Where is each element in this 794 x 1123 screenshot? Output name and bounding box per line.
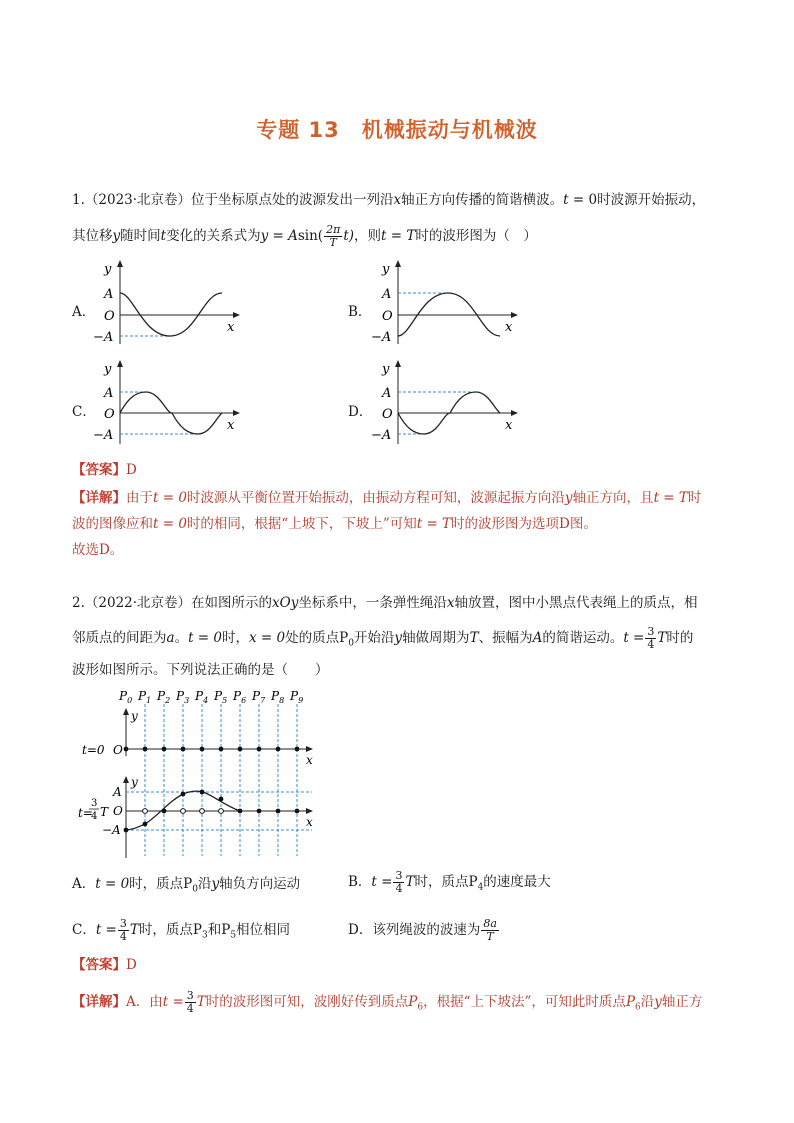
option-sub: 3	[201, 930, 208, 941]
option-text: 时，质点P	[138, 922, 202, 938]
point-label-P5: $P_5$	[214, 689, 228, 705]
q2-var: x	[446, 595, 455, 611]
frac-den: T	[329, 236, 337, 249]
q2-text: 坐标系中，一条弹性绳沿	[298, 595, 447, 611]
q1-var-y: y	[112, 228, 121, 244]
q2-text: 时的	[666, 630, 694, 646]
row1-dot-P3	[181, 747, 186, 752]
row2-frac-den: 4	[91, 811, 98, 822]
row2-label-A: A	[113, 785, 122, 799]
detail-var: t = 0	[153, 490, 187, 506]
label-O: O	[104, 309, 115, 324]
x-axis-arrow	[233, 410, 240, 416]
q2-line2	[72, 626, 693, 654]
q1-text: 时的波形图为（ ）	[415, 228, 537, 244]
row2-equilibrium-P1	[143, 809, 148, 814]
detail-var: y	[654, 994, 662, 1010]
q2-var: T	[469, 630, 479, 646]
q2-line1	[72, 593, 697, 613]
row1-label-y: y	[131, 709, 138, 723]
q1-answer	[72, 460, 137, 480]
option-text: 沿	[198, 876, 212, 892]
q1-text: ，则	[354, 228, 382, 244]
label-x: x	[505, 320, 513, 335]
frac-num: 3	[119, 917, 127, 930]
q2-var: T	[657, 630, 667, 646]
option-label: A．	[72, 876, 96, 892]
row2-dot-P1	[143, 822, 148, 827]
option-var: t =	[95, 922, 117, 938]
option-text: 轴负方向运动	[219, 876, 301, 892]
detail-text: 轴正方	[661, 994, 703, 1010]
option-fraction	[118, 918, 129, 943]
row1-dot-P4	[200, 747, 205, 752]
answer-tag: 【答案】	[72, 957, 126, 973]
q2-text: 轴做周期为	[402, 630, 470, 646]
option-text: 时，质点P	[129, 876, 193, 892]
option-text: 和P	[207, 922, 231, 938]
row2-time-T: T	[100, 805, 109, 819]
frac-num: 3	[395, 869, 403, 882]
label-O: O	[382, 309, 393, 324]
detail-tag: 【详解】	[72, 490, 126, 506]
x-axis-arrow	[511, 312, 518, 318]
option-fraction	[393, 870, 404, 895]
q1-fraction	[324, 224, 342, 249]
row2-dot-P3	[181, 792, 186, 797]
label-A: A	[104, 386, 114, 401]
label-x: x	[505, 418, 513, 433]
q2-text: 处的质点P	[285, 630, 349, 646]
q2-text: 邻质点的间距为	[72, 630, 167, 646]
q2-option-b[interactable]	[348, 870, 551, 898]
point-label-P2: $P_2$	[157, 689, 171, 705]
row1-y-arrow	[123, 708, 129, 715]
detail-text: 时的波形图为选项D图。	[451, 516, 597, 532]
detail-text: ，根据“上下坡法”，可知此时质点	[423, 994, 626, 1010]
row2-dot-P7	[257, 809, 262, 814]
q1-var-x: x	[393, 192, 402, 208]
q2-var: xOy	[272, 595, 299, 611]
detail-text: 时的相同，根据“上坡下，下坡上”可知	[186, 516, 417, 532]
q1-equation: t)	[343, 228, 355, 244]
row2-label-y: y	[131, 775, 138, 789]
row2-label-O: O	[113, 804, 123, 818]
q2-text: 轴放置，图中小黑点代表绳上的质点，相	[454, 595, 698, 611]
x-axis-arrow	[233, 312, 240, 318]
frac-den: T	[486, 930, 494, 943]
row1-dot-P0	[124, 747, 129, 752]
point-label-P4: $P_4$	[195, 689, 209, 705]
q2-source: （2022·北京卷）	[84, 595, 192, 611]
row2-label-negA: −A	[102, 823, 121, 837]
q1-equation: sin(	[297, 228, 324, 244]
row2-dot-P2	[162, 809, 167, 814]
q2-var: t =	[623, 630, 645, 646]
option-var: t = 0	[95, 876, 130, 892]
row2-dot-P5	[219, 797, 224, 802]
answer-value: D	[126, 957, 137, 973]
option-var: T	[129, 922, 139, 938]
row1-dot-P1	[143, 747, 148, 752]
row1-label-O: O	[113, 743, 123, 757]
label-negA: −A	[371, 330, 392, 345]
q1-graph-d[interactable]	[366, 358, 526, 448]
frac-num: 2π	[326, 223, 341, 236]
q2-text: 时，	[221, 630, 249, 646]
label-y: y	[382, 262, 390, 277]
q1-option-d-label[interactable]: D．	[348, 404, 373, 420]
q1-var-t: t	[160, 228, 167, 244]
option-label: B．	[348, 874, 372, 890]
q2-text: 的简谐运动。	[542, 630, 624, 646]
detail-text: 时波源从平衡位置开始振动，由振动方程可知，波源起振方向沿	[186, 490, 565, 506]
frac-den: 4	[186, 1002, 194, 1015]
point-label-P6: $P_6$	[233, 689, 247, 705]
detail-fraction	[185, 990, 196, 1015]
detail-var: P	[408, 994, 418, 1010]
point-label-P7: $P_7$	[252, 689, 266, 705]
label-y: y	[382, 362, 390, 377]
row1-dot-P5	[219, 747, 224, 752]
detail-var: T	[196, 994, 206, 1010]
q1-option-b-label[interactable]: B．	[348, 304, 372, 320]
q1-detail-line2	[72, 514, 597, 534]
q2-var: A	[532, 630, 543, 646]
q2-figure	[80, 688, 340, 858]
answer-value: D	[126, 462, 137, 478]
q2-text: 。	[174, 630, 189, 646]
q2-fraction	[645, 626, 656, 651]
row1-dot-P2	[162, 747, 167, 752]
option-sub: 0	[192, 884, 198, 895]
label-x: x	[227, 320, 235, 335]
detail-text: 由于	[126, 490, 153, 506]
q2-text: 开始沿	[353, 630, 395, 646]
title-topic: 专题 13	[256, 118, 340, 142]
label-O: O	[104, 407, 115, 422]
detail-var: t = 0	[153, 516, 187, 532]
detail-sub: 6	[417, 1002, 424, 1013]
option-text: 相位相同	[236, 922, 291, 938]
q1-source: （2023·北京卷）	[84, 192, 192, 208]
label-y: y	[104, 262, 112, 277]
q1-text: 轴正方向传播的简谐横波。	[401, 192, 564, 208]
q1-option-c-label[interactable]: C．	[72, 404, 96, 420]
y-axis-arrow	[117, 360, 123, 367]
detail-text: 轴正方向，且	[572, 490, 654, 506]
detail-var: t = T	[653, 490, 688, 506]
dashed-verticals	[145, 704, 297, 856]
label-negA: −A	[371, 428, 392, 443]
option-label: D．	[348, 922, 373, 938]
label-negA: −A	[93, 330, 114, 345]
detail-var: t = T	[416, 516, 452, 532]
q2-option-c[interactable]	[72, 918, 290, 946]
frac-num: 3	[647, 625, 655, 638]
row2-dot-P4	[200, 790, 205, 795]
q1-text: 其位移	[72, 228, 113, 244]
x-axis-arrow	[511, 410, 518, 416]
q2-number: 2.	[72, 595, 85, 611]
q1-detail-line1	[72, 488, 701, 508]
option-sub: 4	[477, 882, 484, 893]
row1-dot-P8	[276, 747, 281, 752]
q2-text: 、振幅为	[478, 630, 533, 646]
option-text: 时，质点P	[414, 874, 478, 890]
row2-x-arrow	[306, 808, 313, 814]
q2-var: a	[166, 630, 175, 646]
q1-graph-c[interactable]	[88, 358, 248, 448]
option-text: 的速度最大	[483, 874, 551, 890]
label-negA: −A	[93, 428, 114, 443]
detail-text: 波的图像应和	[72, 516, 153, 532]
detail-sub: 6	[635, 1002, 641, 1013]
detail-text: 时	[687, 490, 702, 506]
detail-var: P	[625, 994, 636, 1010]
point-label-P0: $P_0$	[119, 689, 133, 705]
row2-dot-P6	[238, 809, 243, 814]
point-labels	[118, 689, 303, 705]
label-A: A	[104, 287, 114, 302]
frac-num: 3	[186, 989, 194, 1002]
detail-var: t =	[162, 994, 184, 1010]
frac-den: 4	[119, 930, 127, 943]
detail-text: 沿	[640, 994, 655, 1010]
y-axis-arrow	[395, 260, 401, 267]
option-label: C．	[72, 922, 96, 938]
q1-text: 随时间	[120, 228, 161, 244]
q1-line2	[72, 224, 537, 249]
label-A: A	[382, 386, 392, 401]
q2-option-a[interactable]	[72, 874, 300, 900]
option-text: 该列绳波的波速为	[372, 922, 481, 938]
title-name: 机械振动与机械波	[361, 118, 538, 142]
q1-line1	[72, 190, 705, 210]
point-label-P1: $P_1$	[138, 689, 152, 705]
row2-time-pre: t=	[78, 806, 93, 820]
q2-text: 在如图所示的	[191, 595, 273, 611]
q2-var: t = 0	[188, 630, 222, 646]
answer-tag: 【答案】	[72, 462, 126, 478]
y-axis-arrow	[117, 260, 123, 267]
label-x: x	[227, 418, 235, 433]
frac-den: 4	[647, 638, 655, 651]
q1-text: = 0时波源开始振动，	[568, 192, 706, 208]
option-var: y	[211, 876, 220, 892]
q1-equation: y = A	[260, 228, 298, 244]
point-label-P3: $P_3$	[176, 689, 190, 705]
frac-den: 4	[395, 882, 403, 895]
detail-text: 时的波形图可知，波刚好传到质点	[205, 994, 409, 1010]
detail-var: y	[564, 490, 573, 506]
row1-dot-P7	[257, 747, 262, 752]
row1-dot-P6	[238, 747, 243, 752]
option-var: t =	[371, 874, 393, 890]
row2-dot-P9	[295, 809, 300, 814]
q2-line3: 波形如图所示。下列说法正确的是（ ）	[72, 662, 329, 678]
q1-option-a-label[interactable]: A．	[72, 304, 96, 320]
row2-dot-P8	[276, 809, 281, 814]
q1-detail-line3: 故选D。	[72, 542, 124, 558]
row2-equilibrium-P3	[181, 809, 186, 814]
q1-var-t: t	[563, 192, 569, 208]
row1-time-label: t=0	[82, 743, 105, 757]
row1-label-x: x	[306, 753, 313, 767]
q1-graph-b[interactable]	[366, 258, 526, 348]
detail-text: A．由	[126, 994, 163, 1010]
q1-graph-a[interactable]	[88, 258, 248, 348]
q1-text: 变化的关系式为	[166, 228, 261, 244]
point-label-P8: $P_8$	[271, 689, 285, 705]
option-var: T	[405, 874, 415, 890]
q1-var-tT: t = T	[381, 228, 416, 244]
page-title	[0, 114, 794, 144]
q2-var: x = 0	[248, 630, 286, 646]
q2-var: y	[394, 630, 403, 646]
row2-equilibrium-P5	[219, 809, 224, 814]
detail-tag: 【详解】	[72, 994, 126, 1010]
row1-dot-P9	[295, 747, 300, 752]
q1-number: 1.	[72, 192, 85, 208]
option-fraction	[481, 918, 499, 943]
frac-num: 8a	[483, 917, 497, 930]
q1-text: 位于坐标原点处的波源发出一列沿	[191, 192, 394, 208]
row2-label-x: x	[306, 815, 313, 829]
row1-x-arrow	[306, 746, 313, 752]
label-y: y	[104, 362, 112, 377]
row2-dot-P0	[124, 828, 129, 833]
label-O: O	[382, 407, 393, 422]
q2-answer	[72, 955, 137, 975]
q2-detail-line1	[72, 990, 702, 1018]
y-axis-arrow	[395, 360, 401, 367]
row2-y-arrow	[123, 776, 129, 783]
q2-option-d[interactable]	[348, 918, 500, 943]
option-sub: 5	[230, 930, 237, 941]
label-A: A	[382, 287, 392, 302]
q2-sub: 0	[348, 638, 354, 649]
row2-equilibrium-P4	[200, 809, 205, 814]
point-label-P9: $P_9$	[290, 689, 304, 705]
row2-frac-num: 3	[91, 798, 98, 809]
